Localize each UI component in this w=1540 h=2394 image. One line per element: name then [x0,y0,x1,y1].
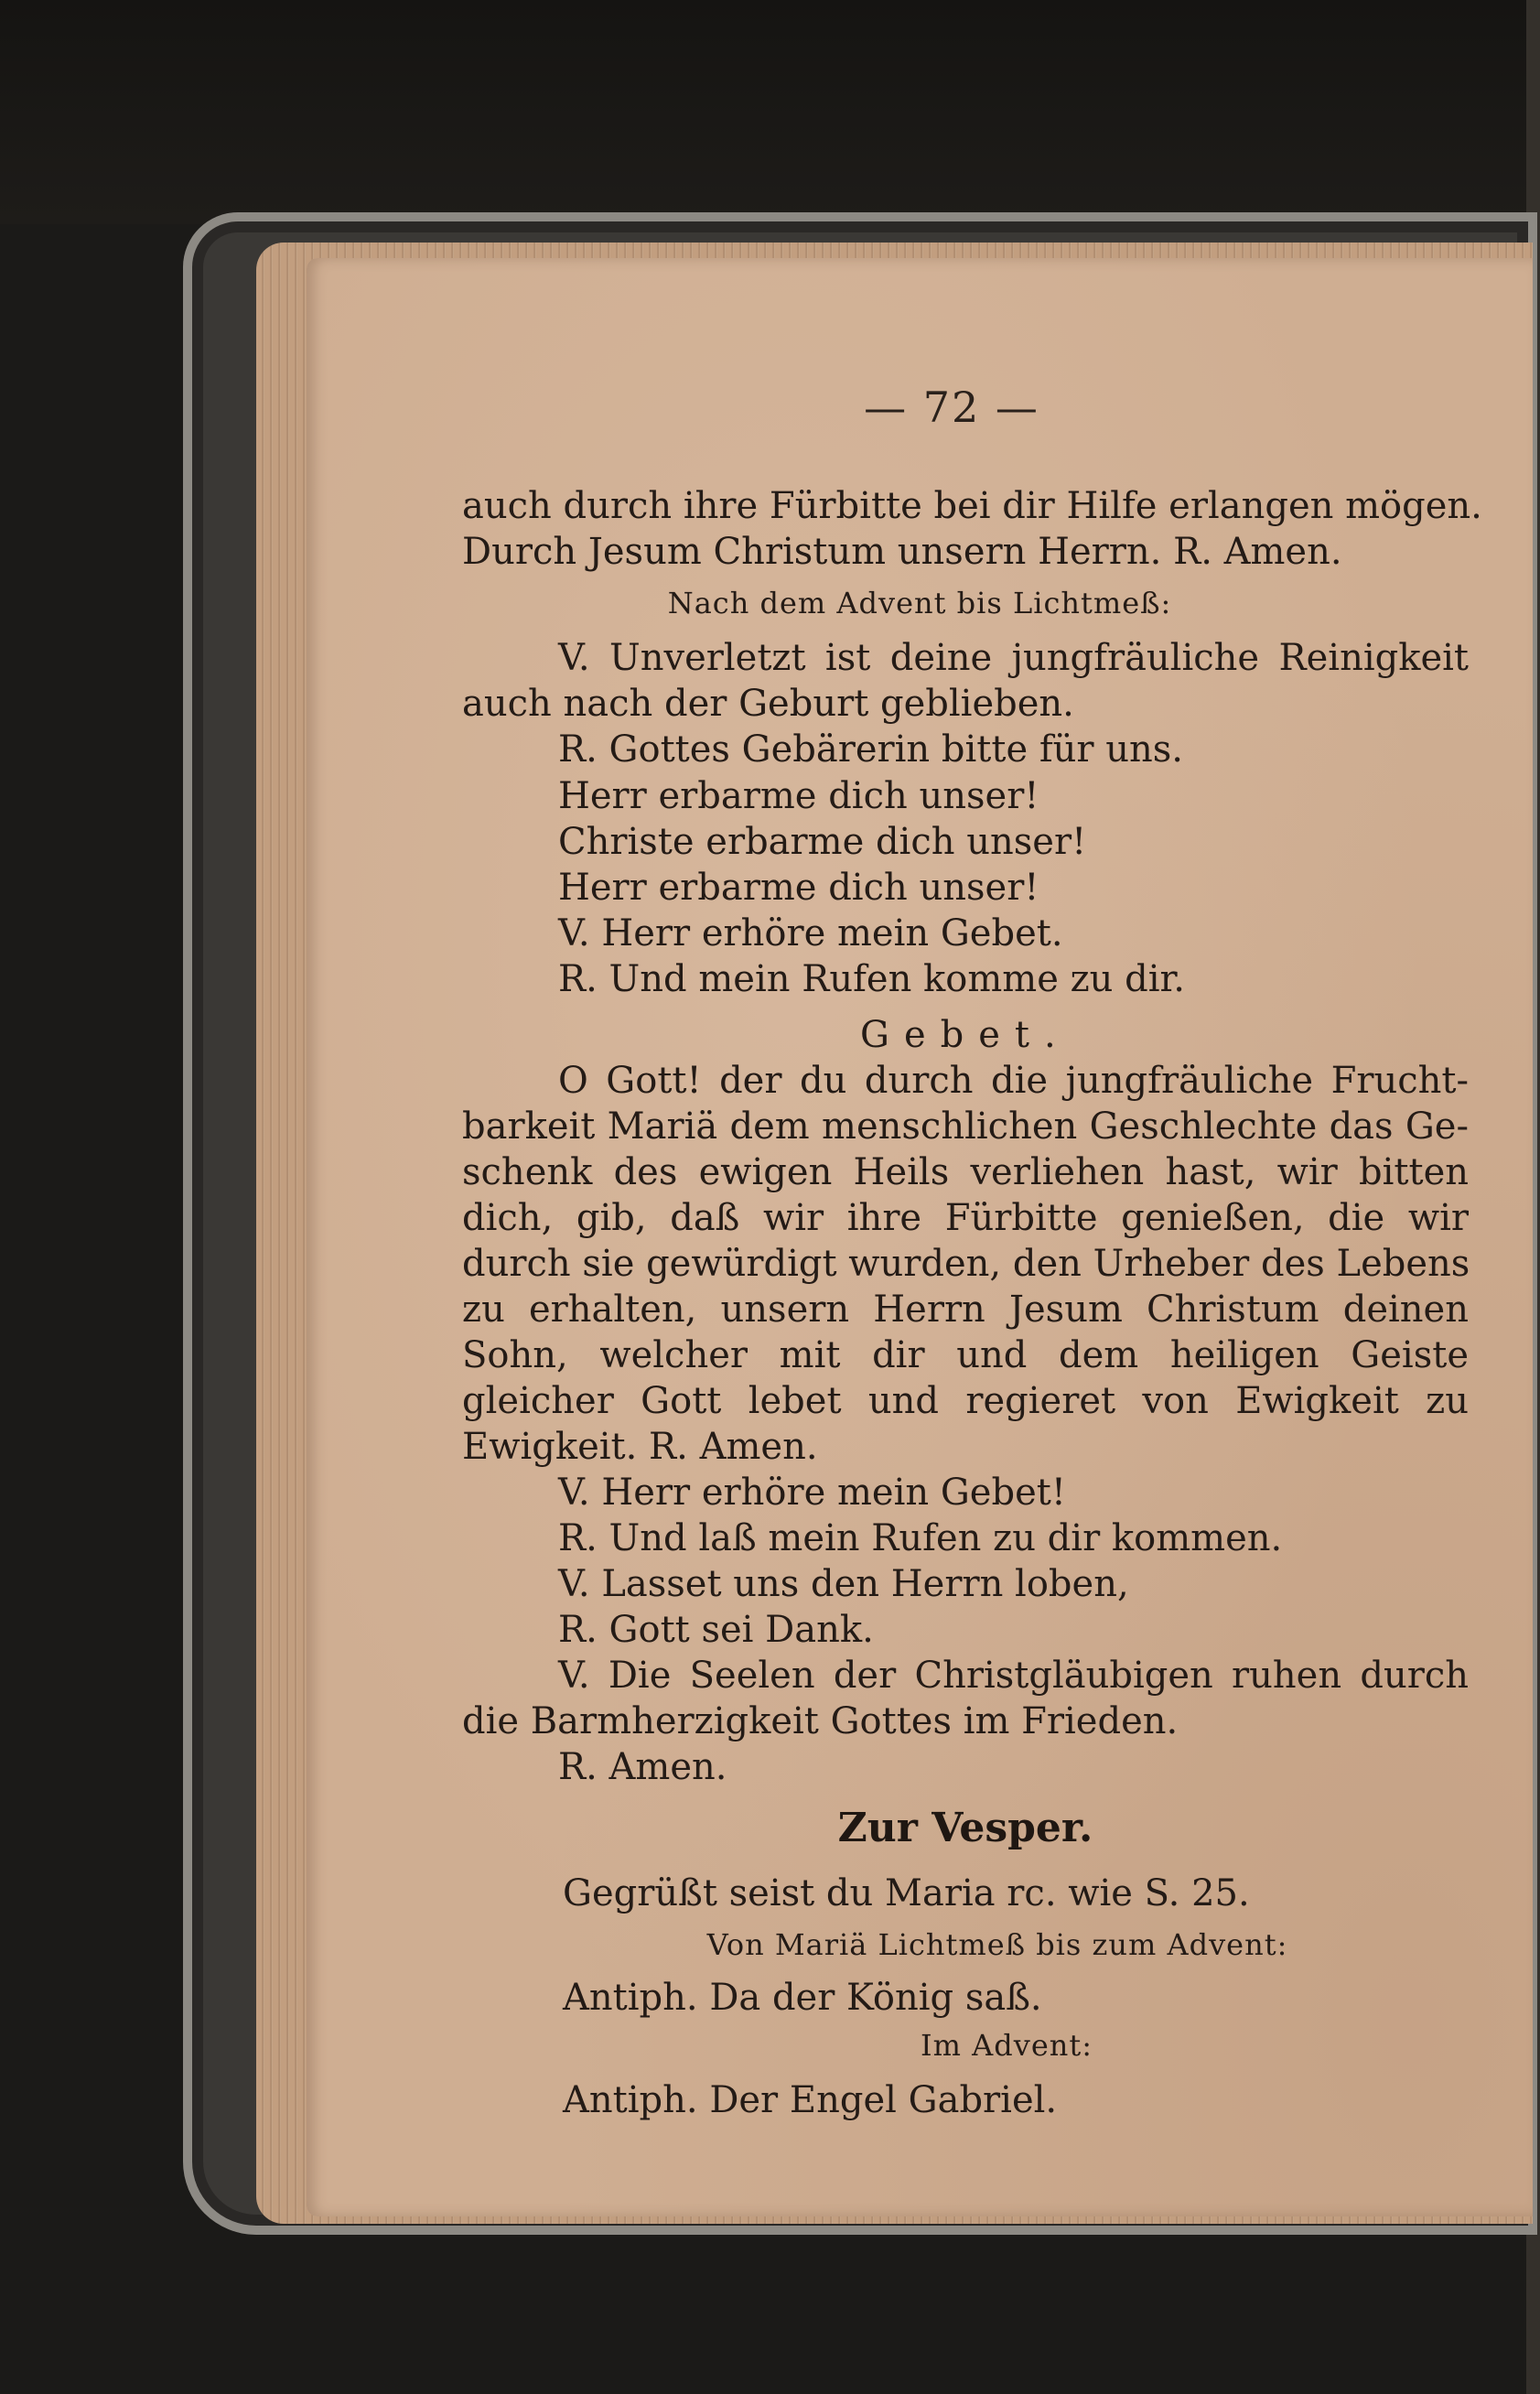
text-line: V. Lasset uns den Herrn loben, [558,1563,1129,1605]
text-line: Antiph. Da der König saß. [563,1977,1042,2019]
page-number: — 72 — [864,383,1039,432]
text-line: V. Die Seelen der Christgläubigen ruhen durch [558,1655,1469,1697]
text-line: R. Gottes Gebärerin bitte für uns. [558,728,1184,771]
text-line: Gegrüßt seist du Maria rc. wie S. 25. [563,1872,1250,1914]
text-line: R. Und laß mein Rufen zu dir kommen. [558,1517,1283,1559]
text-line: Antiph. Der Engel Gabriel. [563,2079,1058,2121]
text-line: Durch Jesum Christum unsern Herrn. R. Amen. [462,531,1342,573]
text-line: Herr erbarme dich unser! [558,867,1039,909]
text-line: auch durch ihre Fürbitte bei dir Hilfe erlangen mögen. [462,485,1482,527]
section-heading: Von Mariä Lichtmeß bis zum Advent: [706,1927,1288,1962]
text-line: auch nach der Geburt geblieben. [462,683,1074,725]
background-top [0,0,1540,224]
text-line: Ewigkeit. R. Amen. [462,1426,818,1468]
text-line: barkeit Mariä dem menschlichen Geschlechte das Ge- [462,1105,1469,1148]
text-line: V. Herr erhöre mein Gebet. [558,912,1063,954]
prayer-heading: Gebet. [860,1014,1071,1056]
vesper-heading: Zur Vesper. [837,1805,1093,1851]
text-line: zu erhalten, unsern Herrn Jesum Christum deinen [462,1289,1469,1331]
text-line: Herr erbarme dich unser! [558,775,1039,817]
text-line: R. Amen. [558,1746,727,1788]
text-line: schenk des ewigen Heils verliehen hast, wir bitten [462,1151,1469,1193]
section-heading: Im Advent: [920,2028,1093,2063]
text-line: R. Und mein Rufen komme zu dir. [558,958,1185,1000]
text-line: gleicher Gott lebet und regieret von Ewigkeit zu [462,1380,1469,1422]
text-line: O Gott! der du durch die jungfräuliche Frucht- [558,1060,1469,1102]
text-line: R. Gott sei Dank. [558,1609,874,1651]
section-heading: Nach dem Advent bis Lichtmeß: [667,586,1172,620]
text-line: Sohn, welcher mit dir und dem heiligen Geiste [462,1334,1469,1376]
text-line: dich, gib, daß wir ihre Fürbitte genießen, die wir [462,1197,1469,1239]
text-line: V. Unverletzt ist deine jungfräuliche Reinigkeit [558,637,1469,679]
text-line: Christe erbarme dich unser! [558,821,1087,863]
text-line: V. Herr erhöre mein Gebet! [558,1472,1066,1514]
text-line: durch sie gewürdigt wurden, den Urheber des Lebens [462,1243,1470,1285]
text-line: die Barmherzigkeit Gottes im Frieden. [462,1700,1179,1742]
